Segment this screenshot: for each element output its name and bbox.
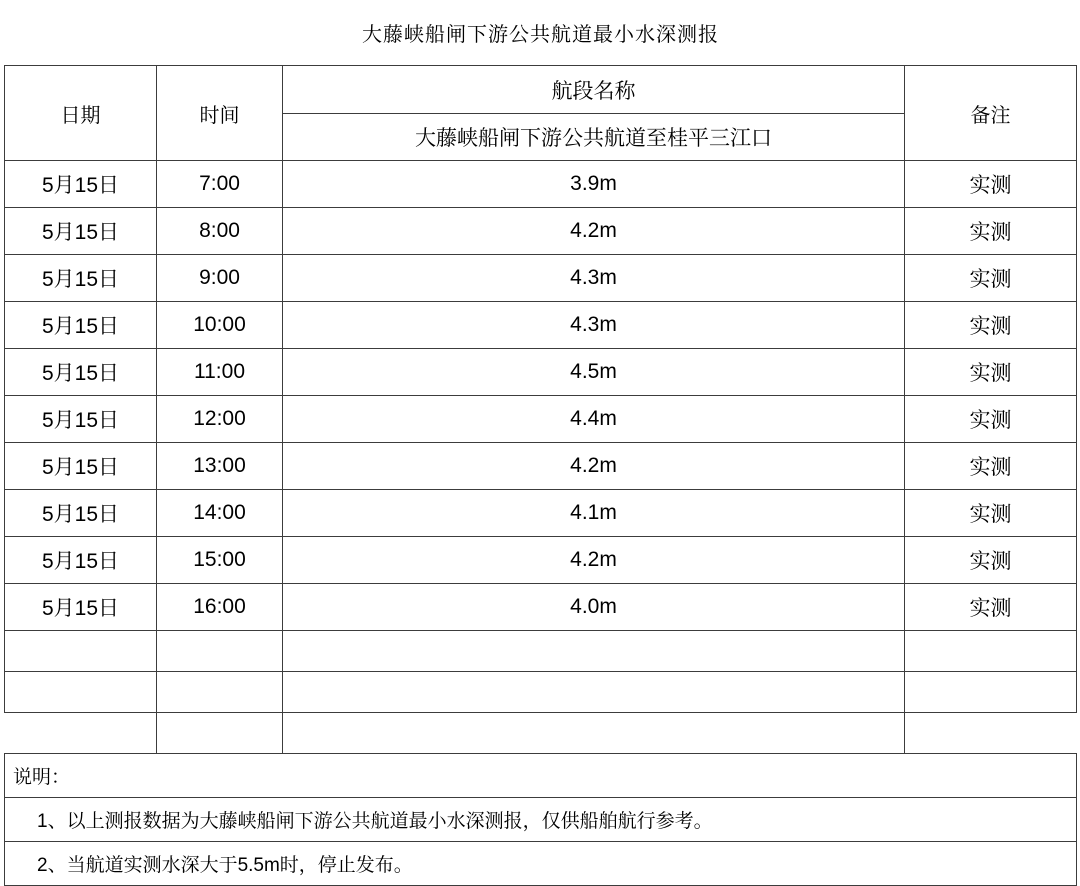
- cell-date: 5月15日: [5, 490, 157, 537]
- table-row: [5, 208, 1077, 255]
- cell-note: [905, 631, 1077, 672]
- cell-depth: [283, 631, 905, 672]
- cell-depth: 4.2m: [283, 208, 905, 255]
- notes-label-spacer: [283, 754, 905, 798]
- cell-time: 16:00: [157, 584, 283, 631]
- table-row: [5, 396, 1077, 443]
- cell-time: 15:00: [157, 537, 283, 584]
- cell-time: 7:00: [157, 161, 283, 208]
- cell-time: 11:00: [157, 349, 283, 396]
- cell-date: 5月15日: [5, 584, 157, 631]
- cell-depth: 3.9m: [283, 161, 905, 208]
- cell-date: [5, 631, 157, 672]
- table-row: [5, 349, 1077, 396]
- cell-date: [5, 672, 157, 713]
- page-title: 大藤峡船闸下游公共航道最小水深测报: [362, 24, 719, 46]
- cell-depth: [283, 672, 905, 713]
- table-row: [5, 302, 1077, 349]
- cell-note: 实测: [905, 396, 1077, 443]
- cell-time: [157, 631, 283, 672]
- table-row: [5, 537, 1077, 584]
- cell-note: 实测: [905, 161, 1077, 208]
- notes-label-spacer-right: [905, 754, 1077, 798]
- cell-date: 5月15日: [5, 255, 157, 302]
- table-row: [5, 631, 1077, 672]
- cell-date: 5月15日: [5, 302, 157, 349]
- cell-depth: 4.3m: [283, 255, 905, 302]
- column-header-note: 备注: [905, 66, 1077, 161]
- cell-note: 实测: [905, 537, 1077, 584]
- notes-label-row: [5, 754, 1077, 798]
- cell-depth: 4.2m: [283, 537, 905, 584]
- table-row: [5, 443, 1077, 490]
- cell-time: 10:00: [157, 302, 283, 349]
- cell-depth: 4.2m: [283, 443, 905, 490]
- spacer-cell: [5, 713, 157, 754]
- spacer-cell: [905, 713, 1077, 754]
- header-row: [5, 66, 1077, 161]
- cell-time: 12:00: [157, 396, 283, 443]
- cell-time: 8:00: [157, 208, 283, 255]
- notes-item-spacer-right: [905, 842, 1077, 886]
- cell-time: [157, 672, 283, 713]
- spacer-row: [5, 713, 1077, 754]
- cell-date: 5月15日: [5, 396, 157, 443]
- cell-depth: 4.5m: [283, 349, 905, 396]
- cell-date: 5月15日: [5, 161, 157, 208]
- notes-item-spacer-right: [905, 798, 1077, 842]
- cell-note: 实测: [905, 255, 1077, 302]
- notes-item-2: 2、当航道实测水深大于5.5m时，停止发布。: [5, 842, 905, 886]
- column-header-time: 时间: [157, 66, 283, 161]
- column-header-segment: [283, 66, 905, 161]
- spacer-cell: [157, 713, 283, 754]
- segment-title: 航段名称: [283, 66, 904, 114]
- cell-time: 14:00: [157, 490, 283, 537]
- cell-date: 5月15日: [5, 537, 157, 584]
- cell-note: 实测: [905, 443, 1077, 490]
- cell-note: 实测: [905, 584, 1077, 631]
- notes-item-1: 1、以上测报数据为大藤峡船闸下游公共航道最小水深测报，仅供船舶航行参考。: [5, 798, 905, 842]
- title-row: [5, 0, 1077, 66]
- notes-item-row: [5, 842, 1077, 886]
- cell-date: 5月15日: [5, 443, 157, 490]
- cell-date: 5月15日: [5, 208, 157, 255]
- cell-depth: 4.1m: [283, 490, 905, 537]
- cell-note: [905, 672, 1077, 713]
- notes-item-row: [5, 798, 1077, 842]
- cell-time: 9:00: [157, 255, 283, 302]
- table-row: [5, 255, 1077, 302]
- cell-note: 实测: [905, 490, 1077, 537]
- cell-date: 5月15日: [5, 349, 157, 396]
- table-row: [5, 161, 1077, 208]
- cell-note: 实测: [905, 349, 1077, 396]
- cell-depth: 4.4m: [283, 396, 905, 443]
- table-row: [5, 584, 1077, 631]
- spacer-cell: [283, 713, 905, 754]
- water-depth-report-table: [4, 0, 1077, 886]
- cell-depth: 4.3m: [283, 302, 905, 349]
- cell-time: 13:00: [157, 443, 283, 490]
- notes-label: 说明：: [5, 754, 283, 798]
- cell-depth: 4.0m: [283, 584, 905, 631]
- table-row: [5, 672, 1077, 713]
- column-header-date: 日期: [5, 66, 157, 161]
- cell-note: 实测: [905, 302, 1077, 349]
- table-row: [5, 490, 1077, 537]
- segment-name: 大藤峡船闸下游公共航道至桂平三江口: [415, 127, 772, 150]
- cell-note: 实测: [905, 208, 1077, 255]
